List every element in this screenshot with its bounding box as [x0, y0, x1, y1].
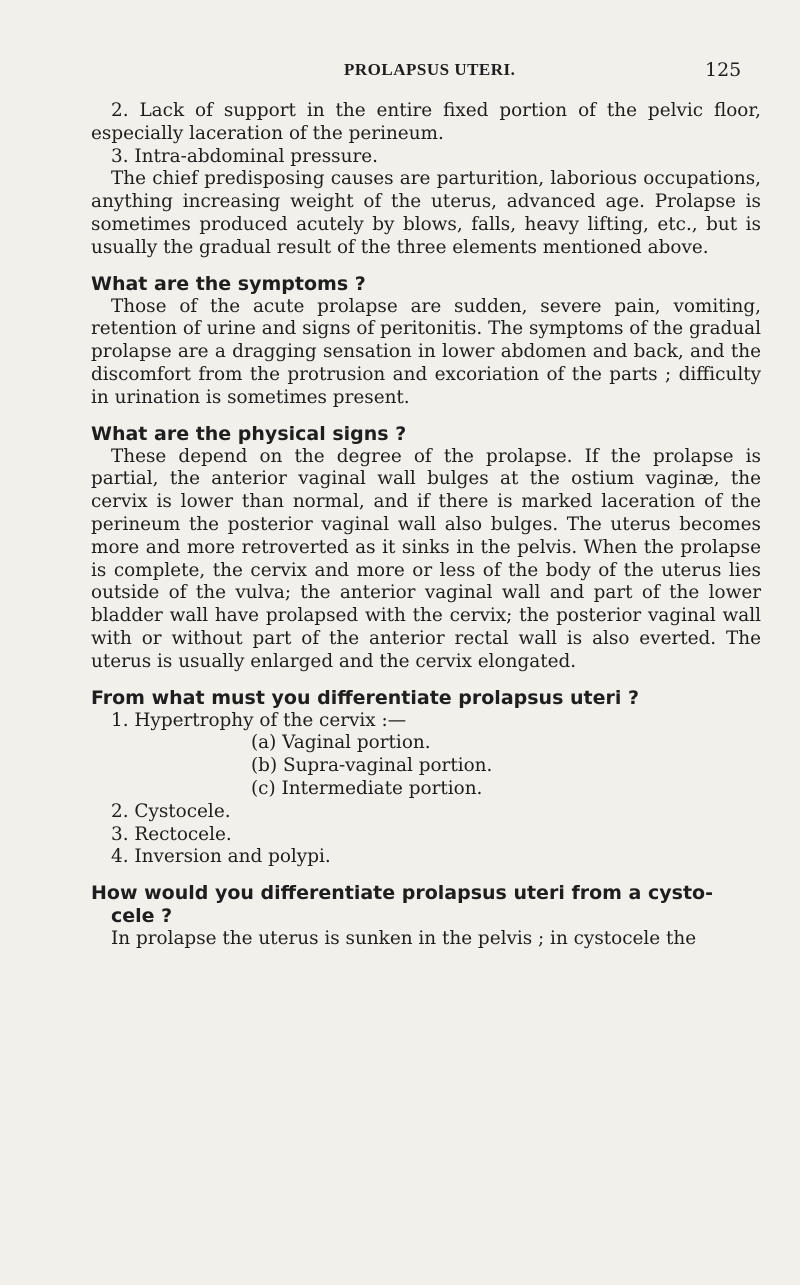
- list-subitem: (c) Intermediate portion.: [251, 777, 483, 799]
- differential-list: [91, 710, 761, 870]
- list-item: 2. Cystocele.: [111, 800, 231, 822]
- list-item: 3. Rectocele.: [111, 823, 232, 845]
- list-subitem: (b) Supra-vaginal portion.: [251, 755, 493, 777]
- body-text: [91, 100, 761, 951]
- answer-symptoms: Those of the acute prolapse are sudden, severe pain, vomiting, retention of urine and signs of peritonitis. The symptoms of the gradual prolapse are a dragging sensation in lower abdomen and back, and the discomfort from the protrusion and excoriation of the parts ; difficulty in urination is sometimes present.: [91, 295, 761, 408]
- question-cystocele: How would you differentiate prolapsus uteri from a cysto-: [91, 882, 713, 905]
- question-physical-signs: What are the physical signs ?: [91, 422, 407, 445]
- page-number: 125: [705, 59, 742, 81]
- list-item: 4. Inversion and polypi.: [111, 846, 331, 868]
- list-subitem: (a) Vaginal portion.: [251, 732, 431, 754]
- question-cystocele-continued: cele ?: [111, 905, 173, 928]
- answer-cystocele: In prolapse the uterus is sunken in the pelvis ; in cystocele the: [111, 928, 697, 950]
- answer-physical-signs: These depend on the degree of the prolapse. If the prolapse is partial, the anterior vaginal wall bulges at the ostium vaginæ, the cervix is lower than normal, and if there is marked laceration of the perineum the posterior vaginal wall also bulges. The uterus becomes more and more retroverted as it sinks in the pelvis. When the prolapse is complete, the cervix and more or less of the body of the uterus lies outside of the vulva; the anterior vaginal wall and part of the lower bladder wall have prolapsed with the cervix; the posterior vaginal wall with or without part of the anterior rectal wall is also everted. The uterus is usually enlarged and the cervix elongated.: [91, 445, 761, 672]
- paragraph-cause-3: 3. Intra-abdominal pressure.: [111, 145, 378, 167]
- list-item: 1. Hypertrophy of the cervix :—: [111, 709, 407, 731]
- question-differentiate: From what must you differentiate prolapsus uteri ?: [91, 686, 640, 709]
- running-head: PROLAPSUS UTERI.: [344, 60, 516, 79]
- page-header: [0, 60, 800, 86]
- question-symptoms: What are the symptoms ?: [91, 272, 366, 295]
- paragraph-cause-2: 2. Lack of support in the entire fixed portion of the pelvic floor, especially laceration of the perineum.: [91, 100, 761, 144]
- paragraph-predisposing-causes: The chief predisposing causes are parturition, laborious occupations, anything increasing weight of the uterus, advanced age. Prolapse is sometimes produced acutely by blows, falls, heavy lifting, etc., but is usually the gradual result of the three elements mentioned above.: [91, 168, 761, 258]
